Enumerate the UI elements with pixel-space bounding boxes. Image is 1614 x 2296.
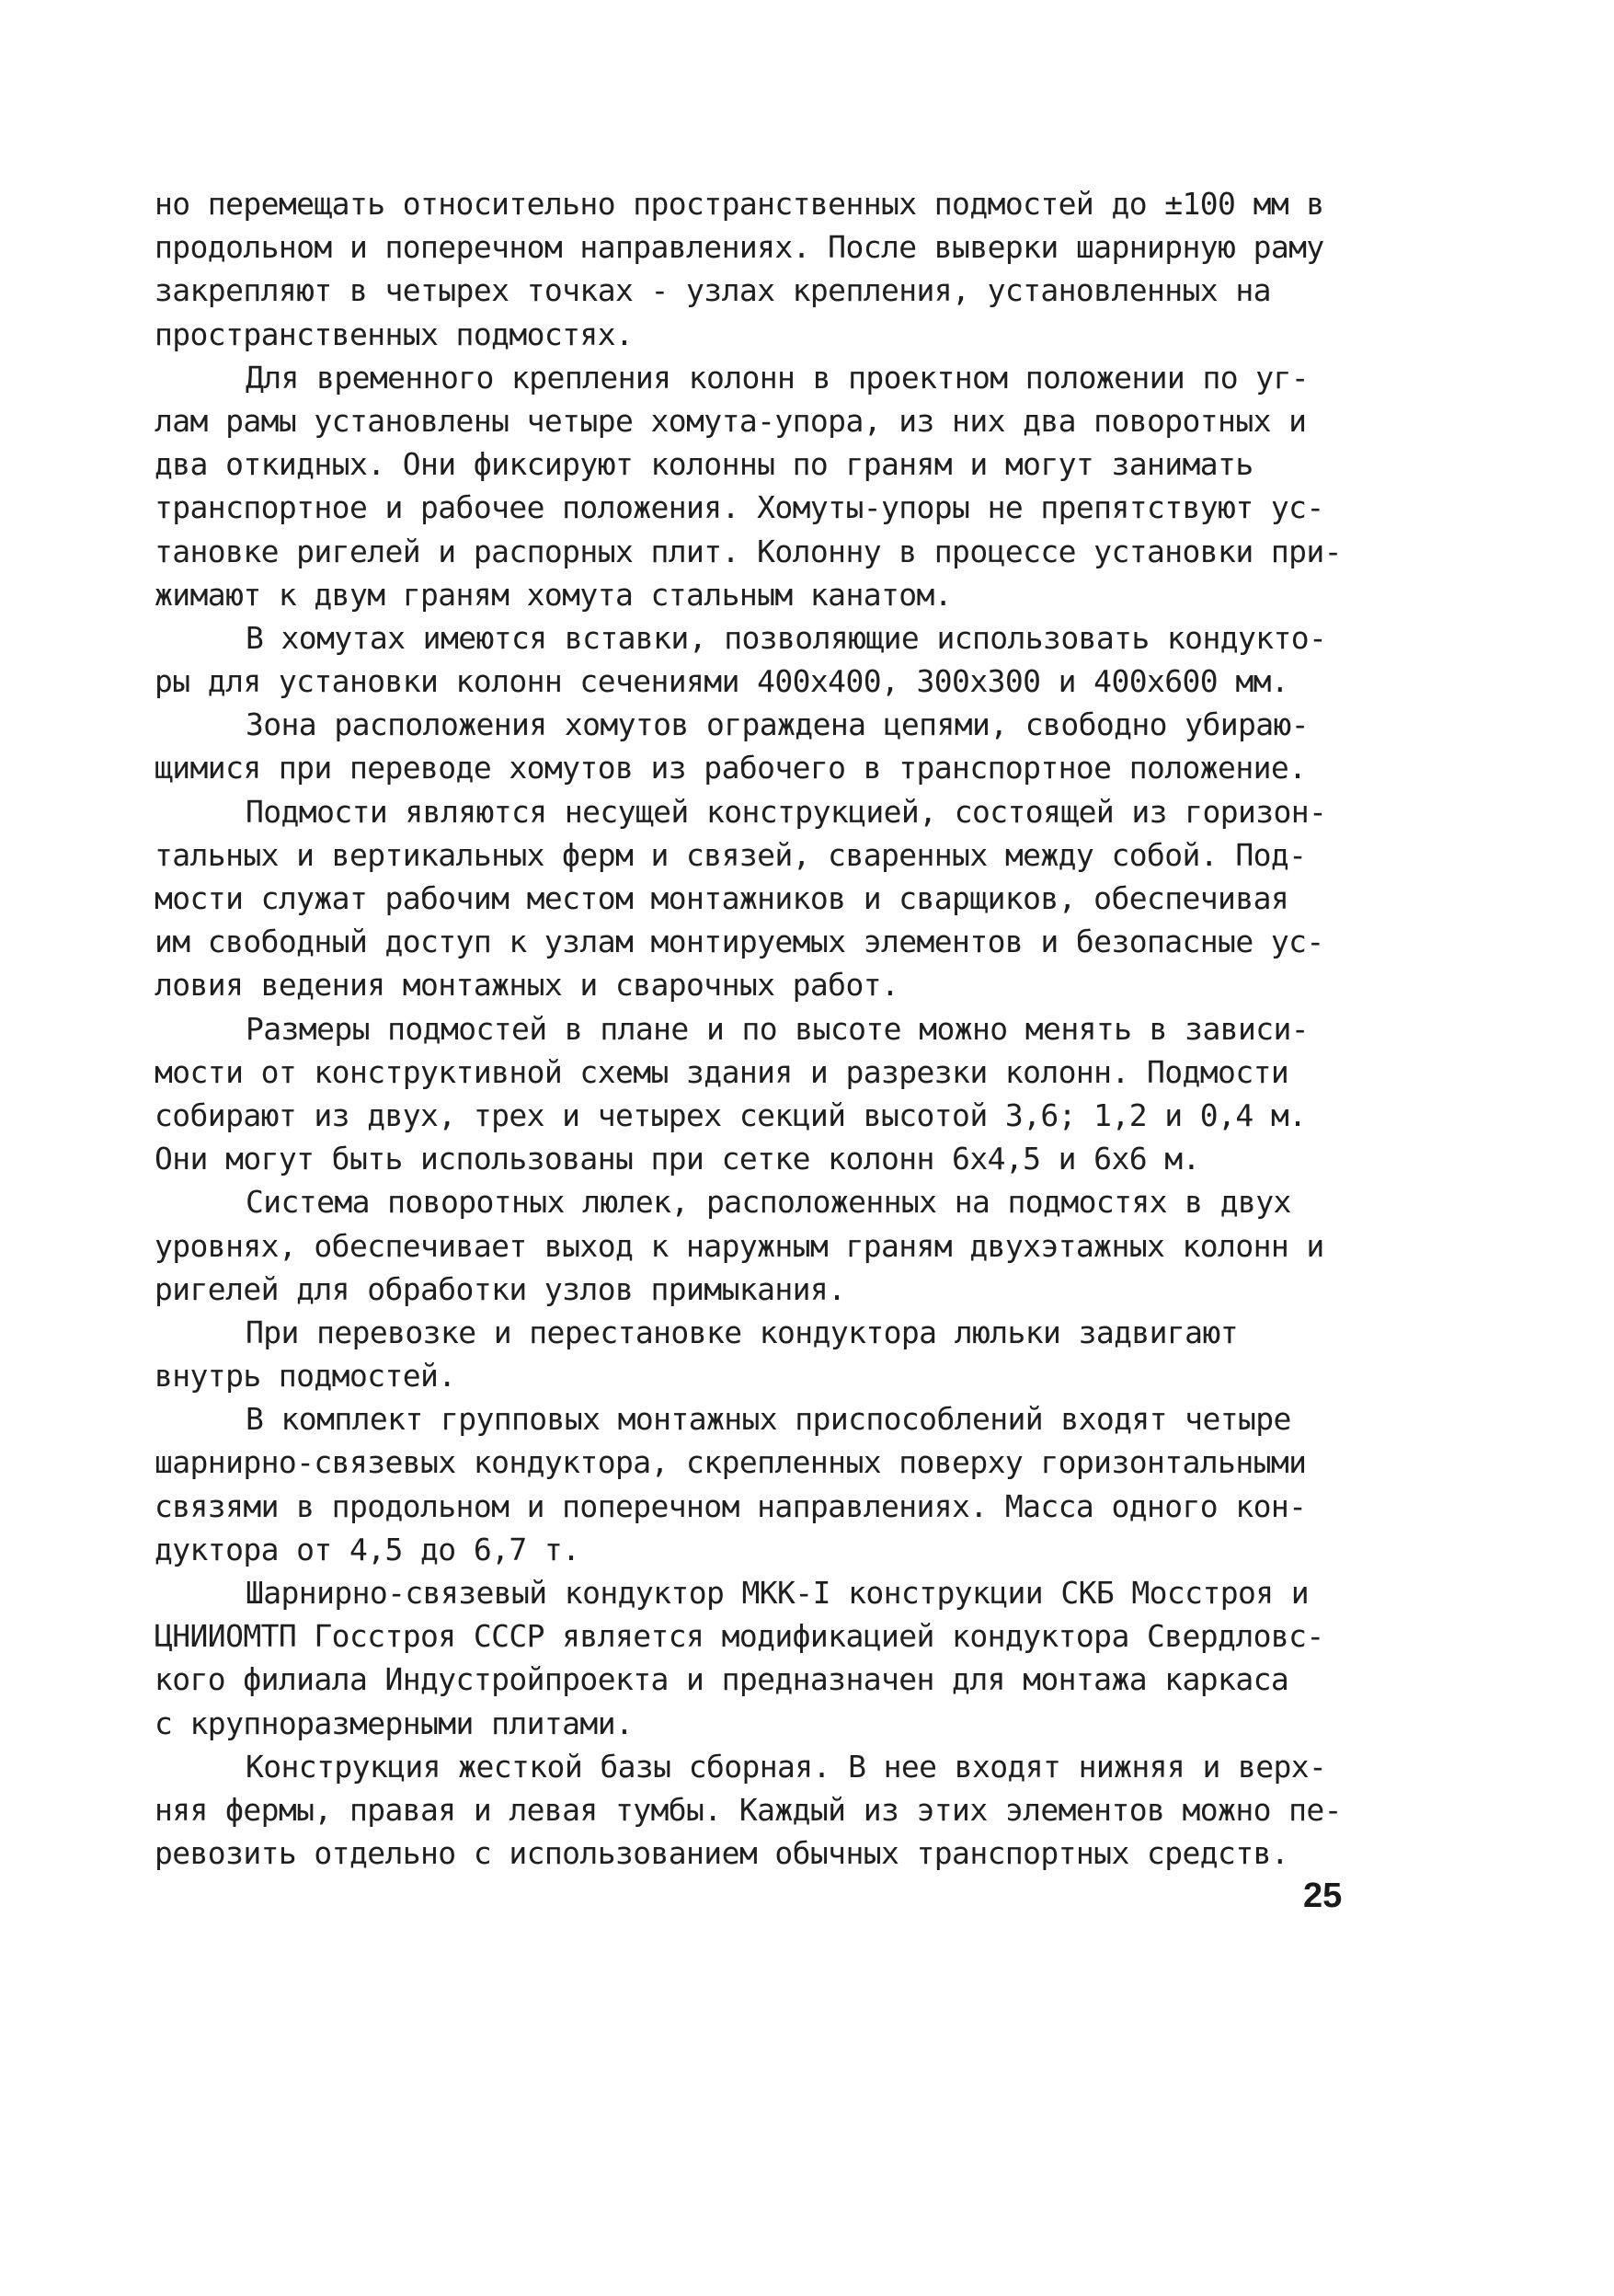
text-line: няя фермы, правая и левая тумбы. Каждый из этих элементов можно пе- [155,1791,1342,1828]
text-line: но перемещать относительно пространственных подмостей до ±100 мм в [155,186,1324,222]
paragraph-9 [155,1397,1368,1571]
text-line: мости служат рабочим местом монтажников и сварщиков, обеспечивая [155,880,1289,916]
text-line: транспортное и рабочее положения. Хомуты-упоры не препятствуют ус- [155,489,1324,526]
text-line: внутрь подмостей. [155,1358,456,1395]
paragraph-7 [155,1180,1368,1311]
text-line: закрепляют в четырех точках - узлах крепления, установленных на [155,272,1271,309]
text-line: ревозить отдельно с использованием обычных транспортных средств. [155,1835,1289,1872]
page-number: 25 [1303,1877,1343,1915]
text-line: связями в продольном и поперечном направлениях. Масса одного кон- [155,1487,1307,1524]
text-line: дуктора от 4,5 до 6,7 т. [155,1531,580,1567]
text-line: пространственных подмостях. [155,316,634,352]
paragraph-5 [155,790,1368,1007]
paragraph-10 [155,1571,1368,1745]
text-line: В хомутах имеются вставки, позволяющие использовать кондукто- [246,619,1327,656]
text-line: Для временного крепления колонн в проектном положении по уг- [246,359,1310,396]
text-line: тальных и вертикальных ферм и связей, сваренных между собой. Под- [155,836,1307,873]
text-line: кого филиала Индустройпроекта и предназначен для монтажа каркаса [155,1661,1289,1698]
text-line: два откидных. Они фиксируют колонны по граням и могут занимать [155,446,1253,483]
text-line: Система поворотных люлек, расположенных на подмостях в двух [246,1184,1291,1221]
text-line: ры для установки колонн сечениями 400х400, 300х300 и 400х600 мм. [155,663,1289,700]
text-line: В комплект групповых монтажных приспособлений входят четыре [246,1401,1291,1438]
paragraph-1 [155,182,1368,356]
text-line: мости от конструктивной схемы здания и разрезки колонн. Подмости [155,1053,1289,1090]
text-line: им свободный доступ к узлам монтируемых элементов и безопасные ус- [155,924,1324,960]
text-line: жимают к двум граням хомута стальным канатом. [155,576,953,613]
paragraph-4 [155,703,1368,789]
paragraph-11 [155,1745,1368,1876]
text-line: ригелей для обработки узлов примыкания. [155,1270,846,1307]
text-line: Подмости являются несущей конструкцией, состоящей из горизон- [246,793,1327,830]
paragraph-3 [155,616,1368,703]
text-line: собирают из двух, трех и четырех секций высотой 3,6; 1,2 и 0,4 м. [155,1096,1307,1133]
text-line: тановке ригелей и распорных плит. Колонну в процессе установки при- [155,533,1342,569]
text-line: ловия ведения монтажных и сварочных работ. [155,967,899,1004]
text-line: Шарнирно-связевый кондуктор МКК-I конструкции СКБ Мосстроя и [246,1575,1310,1611]
body-text [155,182,1368,1875]
text-line: Размеры подмостей в плане и по высоте можно менять в зависи- [246,1010,1310,1047]
paragraph-2 [155,356,1368,616]
text-line: Зона расположения хомутов ограждена цепями, свободно убираю- [246,706,1310,743]
text-line: ЦНИИОМТП Госстроя СССР является модификацией кондуктора Свердловс- [155,1618,1324,1655]
text-line: с крупноразмерными плитами. [155,1705,634,1741]
text-line: уровнях, обеспечивает выход к наружным граням двухэтажных колонн и [155,1227,1324,1264]
text-line: шарнирно-связевых кондуктора, скрепленных поверху горизонтальными [155,1444,1307,1481]
paragraph-8 [155,1311,1368,1397]
text-line: При перевозке и перестановке кондуктора люльки задвигают [246,1314,1238,1350]
paragraph-6 [155,1007,1368,1181]
text-line: щимися при переводе хомутов из рабочего в транспортное положение. [155,750,1307,786]
text-line: продольном и поперечном направлениях. После выверки шарнирную раму [155,229,1324,266]
text-line: Они могут быть использованы при сетке колонн 6х4,5 и 6х6 м. [155,1141,1200,1177]
text-line: Конструкция жесткой базы сборная. В нее входят нижняя и верх- [246,1748,1327,1785]
text-line: лам рамы установлены четыре хомута-упора, из них два поворотных и [155,402,1307,439]
